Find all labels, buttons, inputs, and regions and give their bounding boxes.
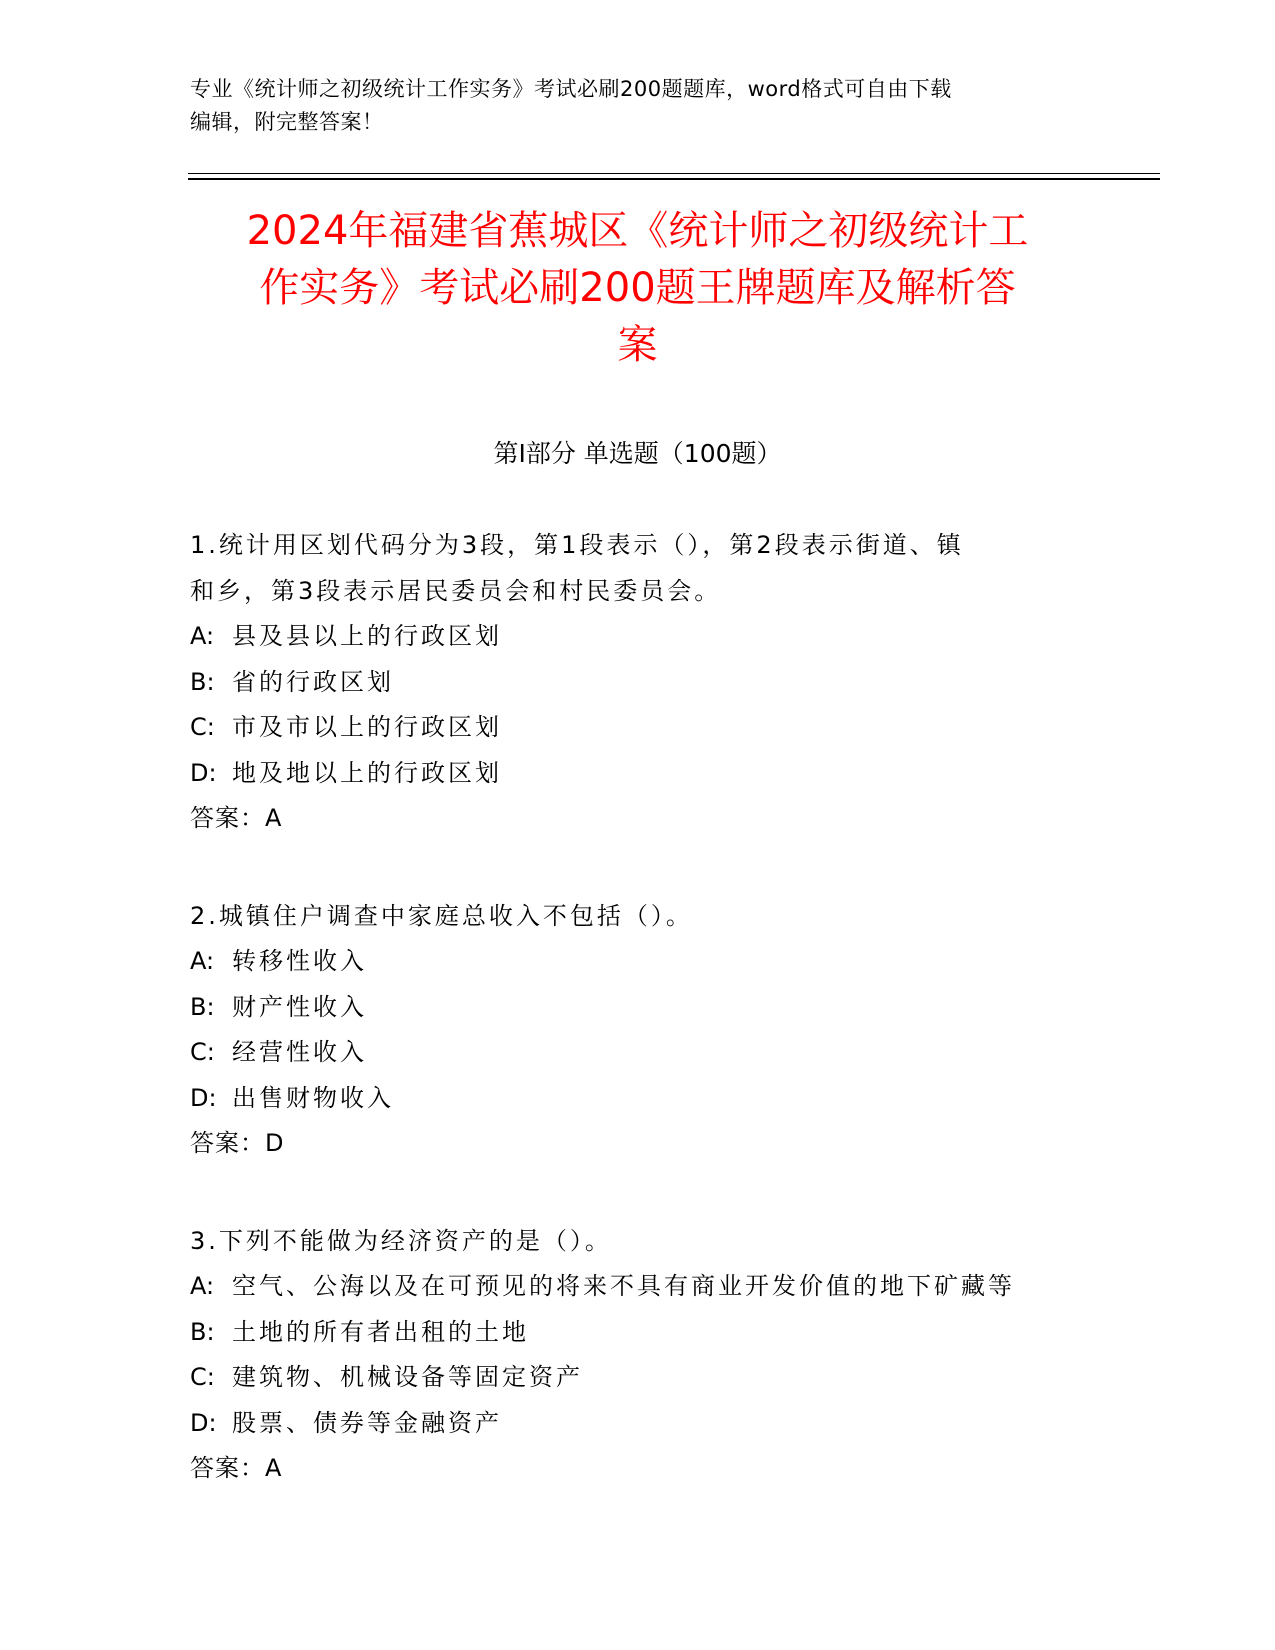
option-key: A: xyxy=(190,947,215,975)
question-3 xyxy=(190,1219,1090,1492)
header-note-line-1: 专业《统计师之初级统计工作实务》考试必刷200题题库，word格式可自由下载 xyxy=(190,77,952,101)
option-d xyxy=(190,1076,1090,1122)
option-key: B: xyxy=(190,667,215,696)
option-b xyxy=(190,1310,1090,1356)
option-text: 转移性收入 xyxy=(232,947,367,975)
answer-line: 答案：D xyxy=(190,1129,285,1157)
question-stem-line: 和乡，第3段表示居民委员会和村民委员会。 xyxy=(190,576,722,605)
question-stem-line: 2.城镇住户调查中家庭总收入不包括（）。 xyxy=(190,901,693,930)
option-c xyxy=(190,705,1090,751)
option-c xyxy=(190,1355,1090,1401)
option-key: C: xyxy=(190,1038,215,1066)
option-d xyxy=(190,1401,1090,1447)
option-text: 股票、债券等金融资产 xyxy=(232,1408,502,1437)
header-rule-thin xyxy=(188,173,1160,174)
answer-line: 答案：A xyxy=(190,804,283,832)
option-text: 市及市以上的行政区划 xyxy=(232,713,502,741)
question-stem xyxy=(190,1219,1090,1265)
question-stem-line: 1.统计用区划代码分为3段，第1段表示（），第2段表示街道、镇 xyxy=(190,531,964,559)
option-a xyxy=(190,1264,1090,1310)
question-2 xyxy=(190,894,1090,1167)
option-text: 土地的所有者出租的土地 xyxy=(232,1317,529,1346)
header-rule-thick xyxy=(188,178,1160,180)
option-text: 出售财物收入 xyxy=(232,1083,394,1112)
option-d xyxy=(190,751,1090,797)
option-text: 县及县以上的行政区划 xyxy=(232,622,502,650)
question-1 xyxy=(190,523,1090,842)
header-note-line-2: 编辑，附完整答案！ xyxy=(190,110,384,134)
option-a xyxy=(190,614,1090,660)
option-key: D: xyxy=(190,1083,217,1112)
option-key: B: xyxy=(190,992,215,1021)
title-line-3: 案 xyxy=(617,322,658,368)
title-line-1: 2024年福建省蕉城区《统计师之初级统计工 xyxy=(246,208,1029,254)
option-key: D: xyxy=(190,1408,217,1437)
option-key: C: xyxy=(190,713,215,741)
option-key: D: xyxy=(190,758,217,787)
question-stem xyxy=(190,894,1090,940)
option-key: A: xyxy=(190,622,215,650)
option-a xyxy=(190,939,1090,985)
option-text: 省的行政区划 xyxy=(232,667,394,696)
question-list xyxy=(190,523,1090,1544)
title-line-2: 作实务》考试必刷200题王牌题库及解析答 xyxy=(259,265,1016,311)
option-text: 空气、公海以及在可预见的将来不具有商业开发价值的地下矿藏等 xyxy=(232,1272,1015,1300)
option-text: 建筑物、机械设备等固定资产 xyxy=(232,1363,583,1391)
option-text: 经营性收入 xyxy=(232,1038,367,1066)
section-heading: 第Ⅰ部分 单选题（100题） xyxy=(493,439,782,468)
option-b xyxy=(190,985,1090,1031)
option-b xyxy=(190,660,1090,706)
header-note xyxy=(190,73,1090,139)
option-c xyxy=(190,1030,1090,1076)
option-key: B: xyxy=(190,1317,215,1346)
option-text: 财产性收入 xyxy=(232,992,367,1021)
option-text: 地及地以上的行政区划 xyxy=(232,758,502,787)
question-stem xyxy=(190,523,1090,614)
option-key: A: xyxy=(190,1272,215,1300)
option-key: C: xyxy=(190,1363,215,1391)
question-stem-line: 3.下列不能做为经济资产的是（）。 xyxy=(190,1226,612,1255)
document-title xyxy=(160,203,1115,374)
answer-line: 答案：A xyxy=(190,1454,283,1482)
